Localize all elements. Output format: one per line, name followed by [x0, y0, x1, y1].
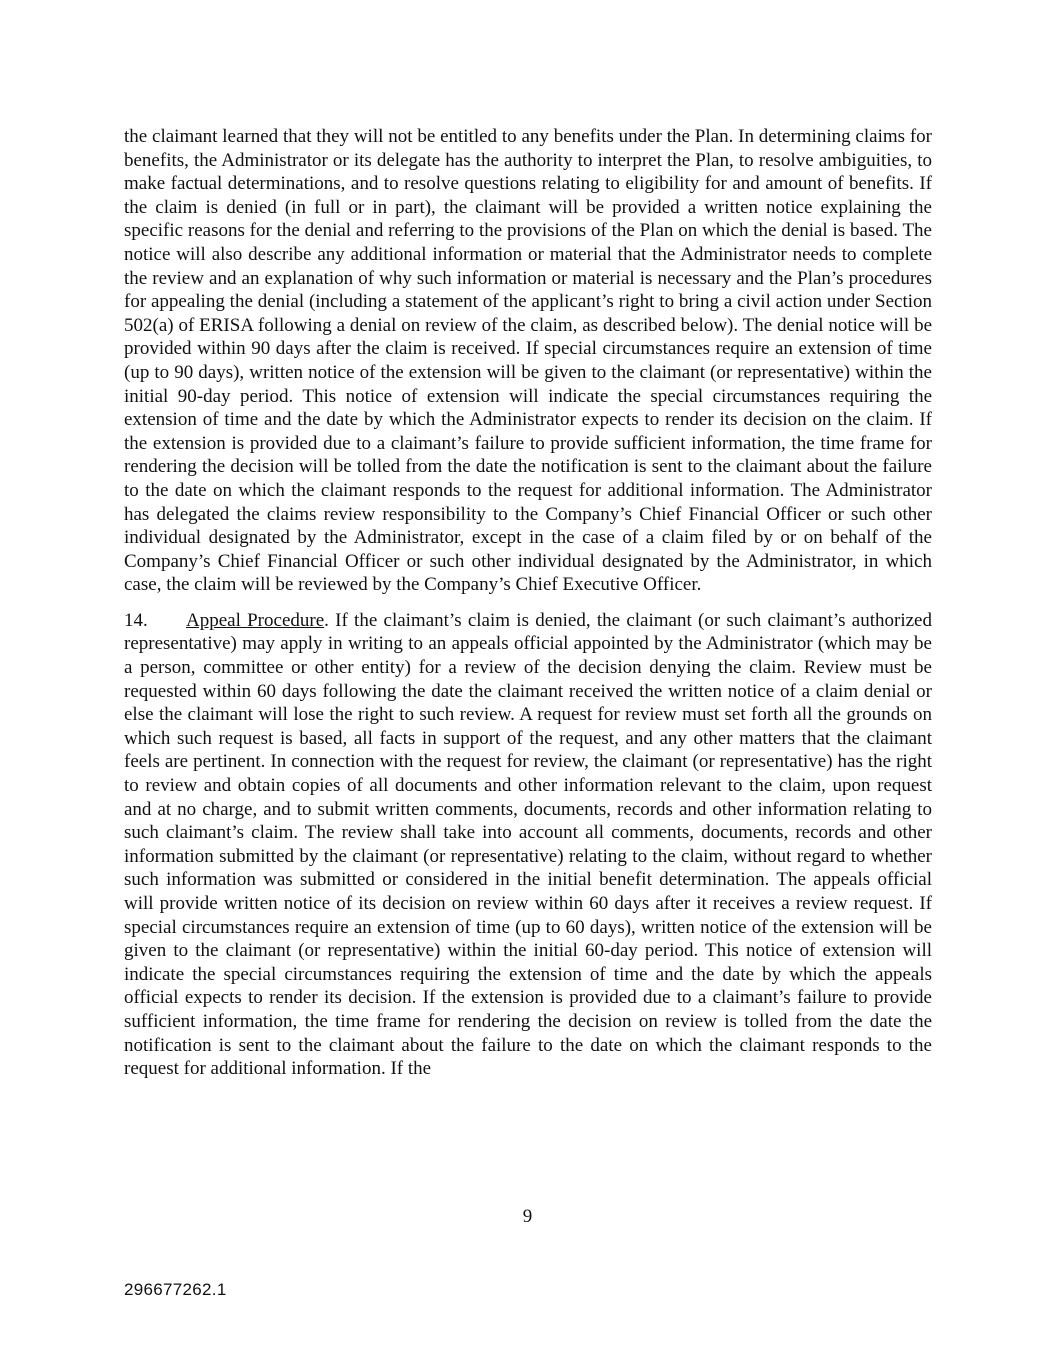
document-id: 296677262.1: [124, 1280, 227, 1299]
section-14-heading: Appeal Procedure: [186, 609, 325, 631]
page-number: 9: [522, 1206, 533, 1227]
section-14-paragraph: [124, 609, 932, 1081]
document-body: [124, 125, 932, 1081]
section-14-number: 14.: [124, 609, 148, 631]
section-14-text: . If the claimant’s claim is denied, the claimant (or such claimant’s authorized representative) may apply in writing to an appeals official appointed by the Administrator (which may be a person, committee or other entity) for a review of the decision denying the claim. Review must be requested within 60 days following the date the claimant received the written notice of a claim denial or else the claimant will lose the right to such review. A request for review must set forth all the grounds on which such request is based, all facts in support of the request, and any other matters that the claimant feels are pertinent. In connection with the request for review, the claimant (or representative) has the right to review and obtain copies of all documents and other information relevant to the claim, upon request and at no charge, and to submit written comments, documents, records and other information relating to such claimant’s claim. The review shall take into account all comments, documents, records and other information submitted by the claimant (or representative) relating to the claim, without regard to whether such information was submitted or considered in the initial benefit determination. The appeals official will provide written notice of its decision on review within 60 days after it receives a review request. If special circumstances require an extension of time (up to 60 days), written notice of the extension will be given to the claimant (or representative) within the initial 60-day period. This notice of extension will indicate the special circumstances requiring the extension of time and the date by which the appeals official expects to render its decision. If the extension is provided due to a claimant’s failure to provide sufficient information, the time frame for rendering the decision on review is tolled from the date the notification is sent to the claimant about the failure to the date on which the claimant responds to the request for additional information. If the: [124, 609, 932, 1080]
continued-paragraph: the claimant learned that they will not be entitled to any benefits under the Plan. In determining claims for benefits, the Administrator or its delegate has the authority to interpret the Plan, to resolve ambiguities, to make factual determinations, and to resolve questions relating to eligibility for and amount of benefits. If the claim is denied (in full or in part), the claimant will be provided a written notice explaining the specific reasons for the denial and referring to the provisions of the Plan on which the denial is based. The notice will also describe any additional information or material that the Administrator needs to complete the review and an explanation of why such information or material is necessary and the Plan’s procedures for appealing the denial (including a statement of the applicant’s right to bring a civil action under Section 502(a) of ERISA following a denial on review of the claim, as described below). The denial notice will be provided within 90 days after the claim is received. If special circumstances require an extension of time (up to 90 days), written notice of the extension will be given to the claimant (or representative) within the initial 90-day period. This notice of extension will indicate the special circumstances requiring the extension of time and the date by which the Administrator expects to render its decision on the claim. If the extension is provided due to a claimant’s failure to provide sufficient information, the time frame for rendering the decision will be tolled from the date the notification is sent to the claimant about the failure to the date on which the claimant responds to the request for additional information. The Administrator has delegated the claims review responsibility to the Company’s Chief Financial Officer or such other individual designated by the Administrator, except in the case of a claim filed by or on behalf of the Company’s Chief Financial Officer or such other individual designated by the Administrator, in which case, the claim will be reviewed by the Company’s Chief Executive Officer.: [124, 126, 932, 596]
